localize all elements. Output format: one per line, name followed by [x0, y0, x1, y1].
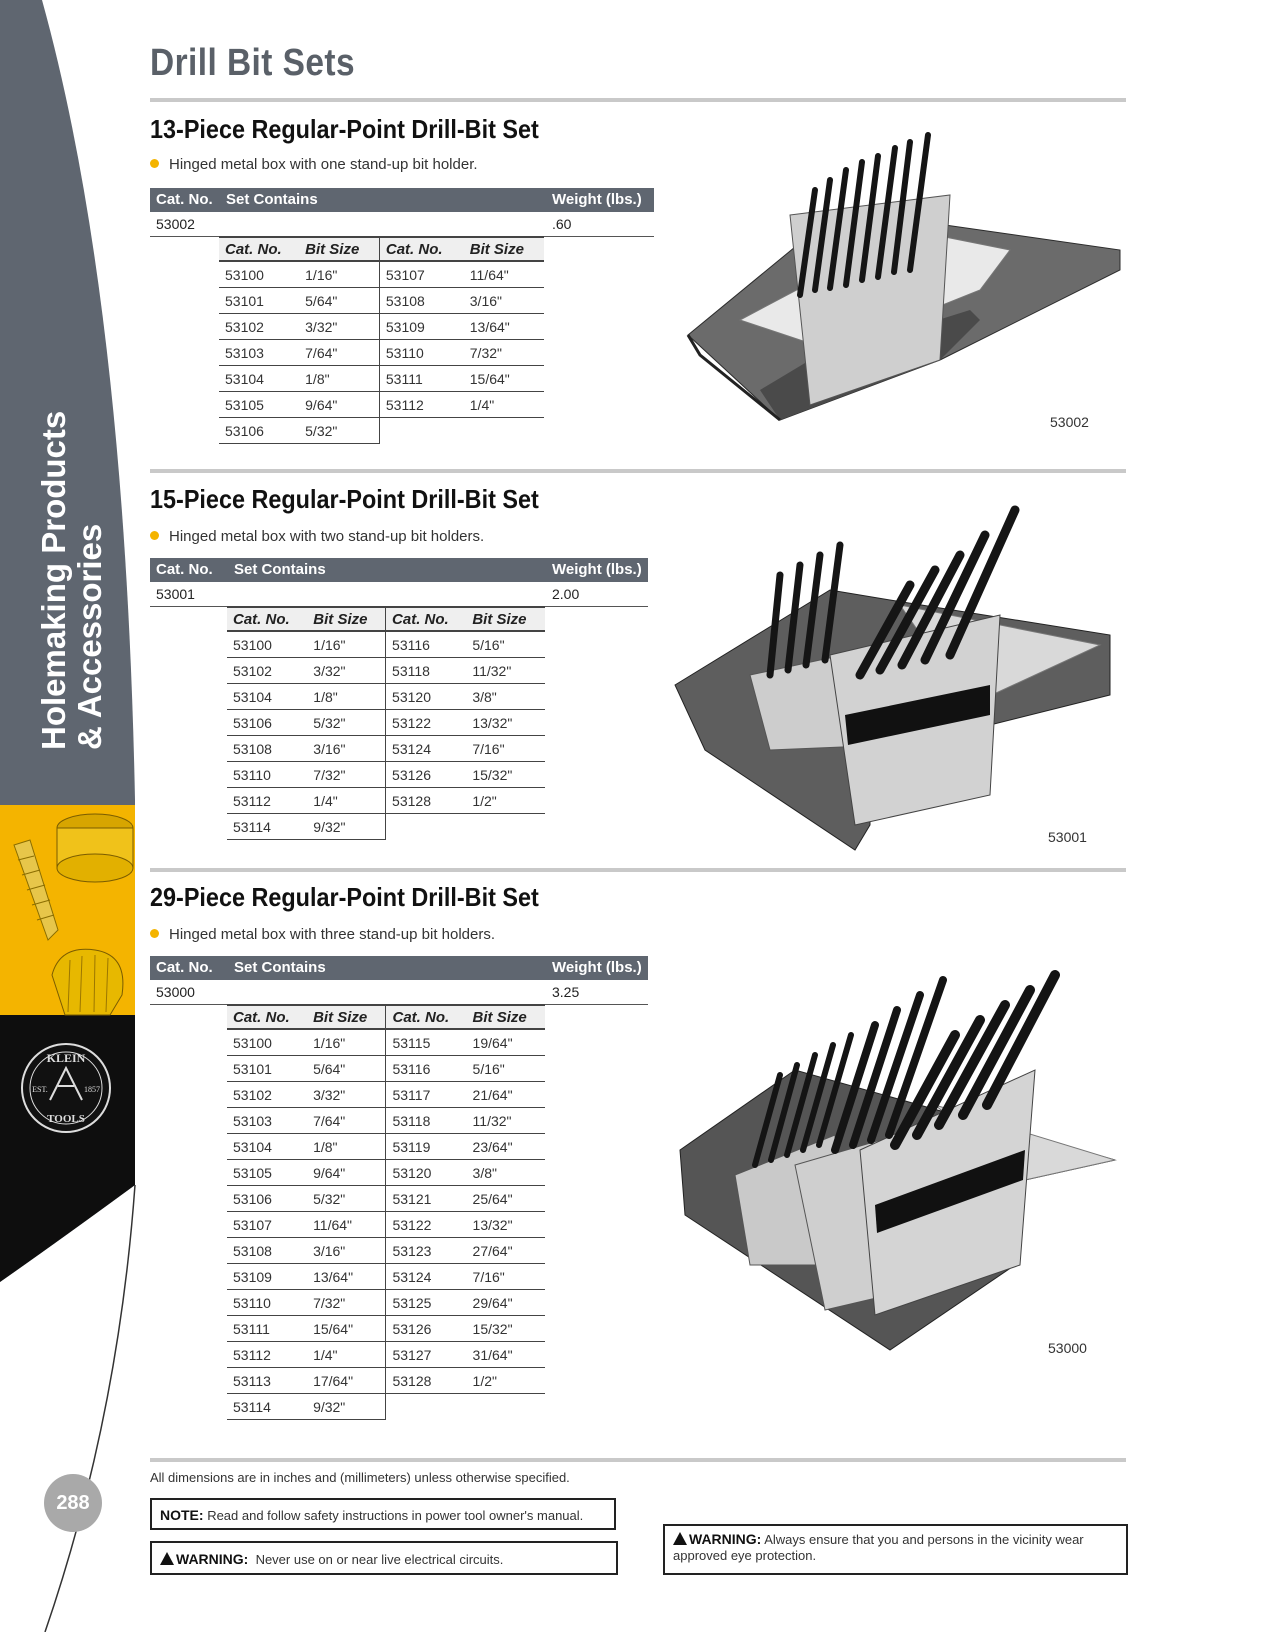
- cat-no-cell: 53120: [386, 1160, 467, 1186]
- bit-size-cell: 3/16": [307, 1238, 386, 1264]
- cat-no-cell: 53127: [386, 1342, 467, 1368]
- feature-bullet: Hinged metal box with two stand-up bit holders.: [150, 528, 484, 545]
- cat-no-cell: 53103: [227, 1108, 307, 1134]
- cat-no-cell: 53124: [386, 736, 467, 762]
- bit-size-cell: [466, 814, 545, 840]
- table-row: [227, 762, 545, 788]
- cat-no-cell: 53122: [386, 710, 467, 736]
- table-row: [219, 418, 544, 444]
- bit-size-cell: 3/16": [464, 288, 544, 314]
- bit-size-cell: 5/64": [299, 288, 379, 314]
- cat-no-cell: 53118: [386, 658, 467, 684]
- section-title: 13-Piece Regular-Point Drill-Bit Set: [150, 114, 539, 144]
- bit-size-cell: 1/16": [299, 261, 379, 288]
- bit-size-cell: 3/8": [466, 684, 545, 710]
- bit-size-cell: 3/32": [307, 1082, 386, 1108]
- cat-no-cell: 53104: [227, 1134, 307, 1160]
- bit-size-cell: [467, 1394, 545, 1420]
- bit-size-cell: 15/32": [467, 1316, 545, 1342]
- table-row: [227, 1186, 545, 1212]
- cat-no-cell: 53114: [227, 814, 307, 840]
- cat-no-cell: 53114: [227, 1394, 307, 1420]
- feature-bullet: Hinged metal box with one stand-up bit holder.: [150, 156, 478, 173]
- bit-size-cell: 13/32": [466, 710, 545, 736]
- table-row: [227, 1342, 545, 1368]
- bit-size-cell: [464, 418, 544, 444]
- warning-box-electrical: WARNING: Never use on or near live electrical circuits.: [150, 1541, 618, 1575]
- cat-no-cell: 53108: [227, 736, 307, 762]
- table-row: [219, 366, 544, 392]
- bit-size-cell: 9/32": [307, 814, 385, 840]
- photo-caption: 53001: [1048, 829, 1087, 845]
- bit-size-cell: 7/32": [464, 340, 544, 366]
- svg-text:EST.: EST.: [32, 1085, 48, 1094]
- table-row: [227, 736, 545, 762]
- bit-size-cell: 31/64": [467, 1342, 545, 1368]
- divider: [150, 98, 1126, 102]
- hole-saw-icon: [57, 814, 133, 882]
- dimensions-note: All dimensions are in inches and (millimeters) unless otherwise specified.: [150, 1470, 570, 1485]
- cat-no-cell: 53112: [227, 788, 307, 814]
- cat-no-cell: 53110: [379, 340, 463, 366]
- bit-size-cell: 9/64": [299, 392, 379, 418]
- table-row: [227, 684, 545, 710]
- divider: [150, 868, 1126, 872]
- set-table-header: Cat. No. Set Contains Weight (lbs.): [150, 956, 648, 980]
- cat-no-cell: 53120: [386, 684, 467, 710]
- section-title: 15-Piece Regular-Point Drill-Bit Set: [150, 484, 539, 514]
- svg-text:KLEIN: KLEIN: [46, 1051, 86, 1065]
- bit-size-cell: 11/64": [464, 261, 544, 288]
- cat-no-cell: 53106: [227, 710, 307, 736]
- bit-size-cell: 1/2": [467, 1368, 545, 1394]
- table-row: [227, 1368, 545, 1394]
- page-title: Drill Bit Sets: [150, 42, 355, 84]
- bit-size-cell: 25/64": [467, 1186, 545, 1212]
- bullet-dot: [150, 929, 159, 938]
- table-row: [219, 340, 544, 366]
- table-row: [227, 1290, 545, 1316]
- cat-no-cell: 53124: [386, 1264, 467, 1290]
- cat-no-cell: 53101: [219, 288, 299, 314]
- bit-size-cell: 1/8": [307, 1134, 386, 1160]
- bit-size-cell: 15/32": [466, 762, 545, 788]
- bit-size-cell: 11/32": [466, 658, 545, 684]
- sidebar-title-line1: Holemaking Products: [35, 410, 72, 750]
- bit-size-cell: 5/32": [307, 1186, 386, 1212]
- cat-no-cell: 53108: [227, 1238, 307, 1264]
- bit-size-cell: 1/16": [307, 1029, 386, 1056]
- table-row: [227, 1394, 545, 1420]
- bit-size-table: Cat. No. Bit Size Cat. No. Bit Size 53100 1/16" 53107 11/64" 53101 5/64" 53108 3/16" 53102 3/32" 53109 13/64" 53103 7/64" 53110 7/32" 53104 1/8" 53111 15/64" 53105 9/64" 53112 1/4" 53106 5/32": [219, 236, 544, 444]
- bit-size-cell: 17/64": [307, 1368, 386, 1394]
- feature-bullet: Hinged metal box with three stand-up bit holders.: [150, 926, 495, 943]
- cat-no-cell: 53111: [227, 1316, 307, 1342]
- photo-caption: 53000: [1048, 1340, 1087, 1356]
- bit-size-cell: 7/16": [467, 1264, 545, 1290]
- bit-size-cell: 5/16": [467, 1056, 545, 1082]
- set-row: 53000 3.25: [150, 980, 648, 1005]
- table-row: [227, 788, 545, 814]
- cat-no-cell: 53116: [386, 631, 467, 658]
- page-number: 288: [44, 1474, 102, 1532]
- bit-size-cell: 5/32": [307, 710, 385, 736]
- cat-no-cell: 53106: [227, 1186, 307, 1212]
- cat-no-cell: 53126: [386, 1316, 467, 1342]
- table-row: [227, 631, 545, 658]
- cat-no-cell: 53109: [379, 314, 463, 340]
- bit-size-cell: 1/8": [299, 366, 379, 392]
- table-row: [227, 1160, 545, 1186]
- cat-no-cell: 53101: [227, 1056, 307, 1082]
- table-row: [227, 1029, 545, 1056]
- warning-icon: [160, 1552, 174, 1565]
- cat-no-cell: 53113: [227, 1368, 307, 1394]
- cat-no-cell: 53109: [227, 1264, 307, 1290]
- cat-no-cell: 53108: [379, 288, 463, 314]
- bit-size-cell: 3/16": [307, 736, 385, 762]
- bit-size-cell: 15/64": [307, 1316, 386, 1342]
- cat-no-cell: [386, 1394, 467, 1420]
- cat-no-cell: 53121: [386, 1186, 467, 1212]
- sidebar-title-line2: & Accessories: [71, 523, 108, 750]
- bit-size-cell: 7/64": [299, 340, 379, 366]
- bit-size-table: Cat. No. Bit Size Cat. No. Bit Size 53100 1/16" 53115 19/64" 53101 5/64" 53116 5/16" 53102 3/32" 53117 21/64" 53103 7/64" 53118 11/32" 53104 1/8" 53119 23/64" 53105 9/64" 53120 3/8" 53106 5/32" 53121 25/64" 53107 11/64" 53122 13/32" 53108 3/16" 53123 27/64" 53109 13/64" 53124 7/16" 53110 7/32" 53125 29/64" 53111 15/64" 53126 15/32" 53112 1/4" 53127 31/64" 53113 17/64" 53128 1/2" 53114 9/32": [227, 1004, 545, 1420]
- cat-no-cell: 53112: [227, 1342, 307, 1368]
- bit-size-cell: 1/16": [307, 631, 385, 658]
- bit-size-cell: 1/4": [464, 392, 544, 418]
- product-photo-53000: [675, 965, 1135, 1355]
- cat-no-cell: 53105: [227, 1160, 307, 1186]
- bit-size-cell: 1/4": [307, 788, 385, 814]
- set-row: 53001 2.00: [150, 582, 648, 607]
- table-row: [227, 1316, 545, 1342]
- bit-size-cell: 11/32": [467, 1108, 545, 1134]
- bit-size-cell: 5/16": [466, 631, 545, 658]
- bit-size-table: Cat. No. Bit Size Cat. No. Bit Size 53100 1/16" 53116 5/16" 53102 3/32" 53118 11/32" 53104 1/8" 53120 3/8" 53106 5/32" 53122 13/32" 53108 3/16" 53124 7/16" 53110 7/32" 53126 15/32" 53112 1/4" 53128 1/2" 53114 9/32": [227, 606, 545, 840]
- bit-size-cell: 11/64": [307, 1212, 386, 1238]
- table-row: [219, 261, 544, 288]
- product-photo-53001: [670, 505, 1130, 855]
- bit-size-cell: 9/32": [307, 1394, 386, 1420]
- table-row: [227, 710, 545, 736]
- cat-no-cell: 53106: [219, 418, 299, 444]
- table-row: [219, 314, 544, 340]
- bit-size-cell: 1/8": [307, 684, 385, 710]
- table-row: [227, 1264, 545, 1290]
- bit-size-cell: 15/64": [464, 366, 544, 392]
- section-title: 29-Piece Regular-Point Drill-Bit Set: [150, 882, 539, 912]
- cat-no-cell: 53110: [227, 1290, 307, 1316]
- bit-size-cell: 1/2": [466, 788, 545, 814]
- set-row: 53002 .60: [150, 212, 654, 237]
- cat-no-cell: 53102: [227, 658, 307, 684]
- cat-no-cell: 53107: [379, 261, 463, 288]
- bit-size-cell: 27/64": [467, 1238, 545, 1264]
- note-box: NOTE: Read and follow safety instructions in power tool owner's manual.: [150, 1498, 616, 1530]
- bullet-dot: [150, 159, 159, 168]
- table-row: [227, 814, 545, 840]
- bit-size-cell: 3/8": [467, 1160, 545, 1186]
- bit-size-cell: 9/64": [307, 1160, 386, 1186]
- cat-no-cell: 53118: [386, 1108, 467, 1134]
- set-table-header: Cat. No. Set Contains Weight (lbs.): [150, 558, 648, 582]
- bit-size-cell: 29/64": [467, 1290, 545, 1316]
- product-photo-53002: [680, 120, 1130, 440]
- bit-size-cell: 3/32": [307, 658, 385, 684]
- bit-size-cell: 13/32": [467, 1212, 545, 1238]
- cat-no-cell: 53128: [386, 788, 467, 814]
- cat-no-cell: 53104: [219, 366, 299, 392]
- cat-no-cell: 53103: [219, 340, 299, 366]
- bit-size-cell: 1/4": [307, 1342, 386, 1368]
- table-row: [227, 658, 545, 684]
- cat-no-cell: 53100: [219, 261, 299, 288]
- bit-size-cell: 3/32": [299, 314, 379, 340]
- table-row: [227, 1082, 545, 1108]
- cat-no-cell: 53104: [227, 684, 307, 710]
- set-table-header: Cat. No. Set Contains Weight (lbs.): [150, 188, 654, 212]
- table-row: [227, 1238, 545, 1264]
- cat-no-cell: 53110: [227, 762, 307, 788]
- sidebar-band: [0, 0, 140, 1632]
- bit-size-cell: 7/16": [466, 736, 545, 762]
- bit-size-cell: 21/64": [467, 1082, 545, 1108]
- cat-no-cell: [379, 418, 463, 444]
- bit-size-cell: 7/64": [307, 1108, 386, 1134]
- photo-caption: 53002: [1050, 414, 1089, 430]
- cat-no-cell: 53102: [219, 314, 299, 340]
- warning-icon: [673, 1532, 687, 1545]
- bit-size-cell: 13/64": [307, 1264, 386, 1290]
- divider: [150, 1458, 1126, 1462]
- bit-size-cell: 13/64": [464, 314, 544, 340]
- cat-no-cell: 53102: [227, 1082, 307, 1108]
- drill-chuck-icon: [52, 949, 123, 1015]
- table-row: [227, 1212, 545, 1238]
- cat-no-cell: 53115: [386, 1029, 467, 1056]
- cat-no-cell: 53128: [386, 1368, 467, 1394]
- warning-box-eye-protection: WARNING: Always ensure that you and persons in the vicinity wear approved eye protection.: [663, 1524, 1128, 1575]
- bit-size-cell: 5/64": [307, 1056, 386, 1082]
- table-row: [227, 1056, 545, 1082]
- table-row: [227, 1134, 545, 1160]
- bit-size-cell: 19/64": [467, 1029, 545, 1056]
- cat-no-cell: 53119: [386, 1134, 467, 1160]
- klein-tools-logo: [22, 1044, 110, 1132]
- cat-no-cell: 53125: [386, 1290, 467, 1316]
- cat-no-cell: 53117: [386, 1082, 467, 1108]
- cat-no-cell: 53122: [386, 1212, 467, 1238]
- bit-size-cell: 5/32": [299, 418, 379, 444]
- cat-no-cell: 53100: [227, 631, 307, 658]
- cat-no-cell: 53123: [386, 1238, 467, 1264]
- cat-no-cell: 53111: [379, 366, 463, 392]
- divider: [150, 469, 1126, 473]
- bullet-dot: [150, 531, 159, 540]
- cat-no-cell: 53100: [227, 1029, 307, 1056]
- cat-no-cell: 53126: [386, 762, 467, 788]
- svg-text:1857: 1857: [84, 1085, 100, 1094]
- svg-text:TOOLS: TOOLS: [47, 1113, 85, 1125]
- cat-no-cell: 53107: [227, 1212, 307, 1238]
- cat-no-cell: 53112: [379, 392, 463, 418]
- cat-no-cell: 53105: [219, 392, 299, 418]
- table-row: [219, 288, 544, 314]
- table-row: [227, 1108, 545, 1134]
- bit-size-cell: 7/32": [307, 762, 385, 788]
- bit-size-cell: 23/64": [467, 1134, 545, 1160]
- bit-size-cell: 7/32": [307, 1290, 386, 1316]
- cat-no-cell: 53116: [386, 1056, 467, 1082]
- table-row: [219, 392, 544, 418]
- cat-no-cell: [386, 814, 467, 840]
